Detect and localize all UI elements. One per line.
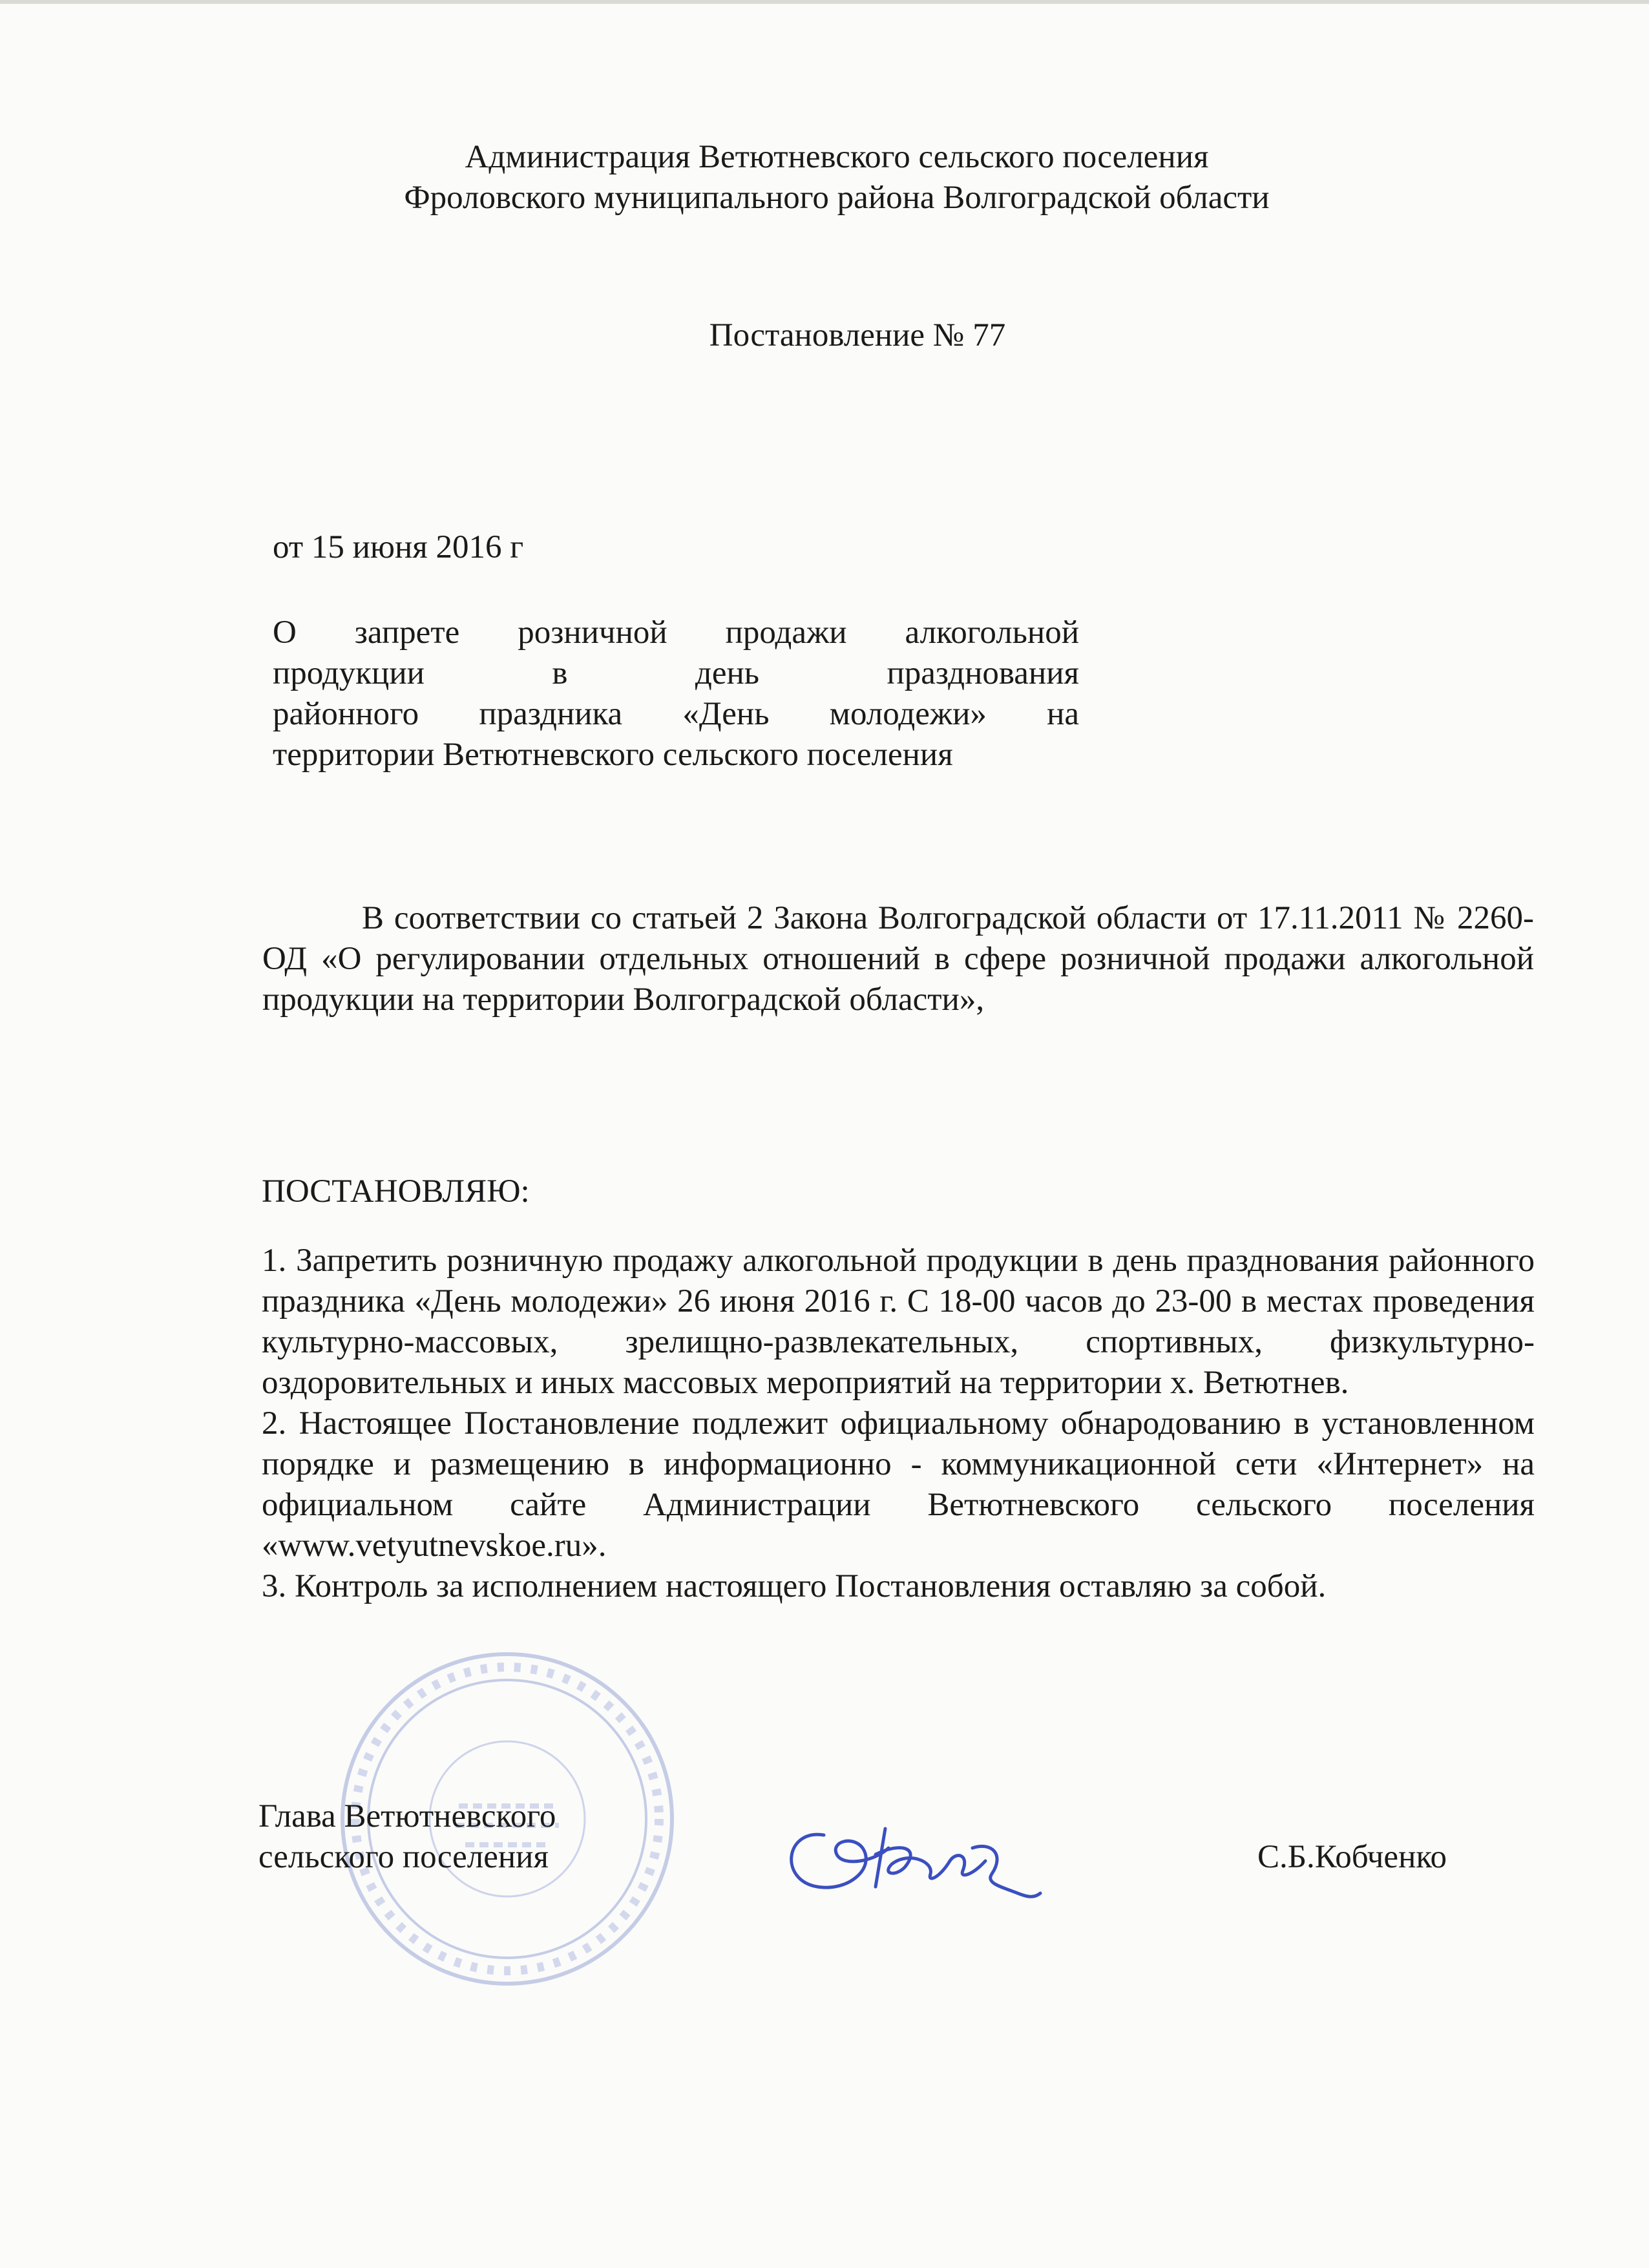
subject-line-4: территории Ветютневского сельского поселения xyxy=(273,737,953,773)
signatory-position xyxy=(258,1796,724,1878)
preamble-paragraph: В соответствии со статьей 2 Закона Волгоградской области от 17.11.2011 № 2260-ОД «О регулировании отдельных отношений в сфере розничной продажи алкогольной продукции на территории Волгоградской области», xyxy=(262,900,1534,1018)
header-line-2: Фроловского муниципального района Волгоградской области xyxy=(404,180,1270,216)
handwritten-signature xyxy=(779,1790,1050,1919)
resolve-heading: ПОСТАНОВЛЯЮ: xyxy=(262,1173,530,1210)
resolution-item-1: 1. Запретить розничную продажу алкогольной продукции в день празднования районного праздника «День молодежи» 26 июня 2016 г. С 18-00 часов до 23-00 в местах проведения культурно-массовых, зрелищно-развлекательных, спортивных, физкультурно-оздоровительных и иных массовых мероприятий на территории х. Ветютнев. xyxy=(262,1243,1535,1401)
signatory-position-line-2: сельского поселения xyxy=(258,1839,549,1875)
resolution-item-3: 3. Контроль за исполнением настоящего Постановления оставляю за собой. xyxy=(262,1568,1327,1604)
resolution-item-2: 2. Настоящее Постановление подлежит официальному обнародованию в установленном порядке и размещению в информационно - коммуникационной сети «Интернет» на официальном сайте Администрации Ветютневского сельского поселения «www.vetyutnevskoe.ru». xyxy=(262,1405,1535,1564)
header-line-1: Администрация Ветютневского сельского поселения xyxy=(465,139,1209,175)
document-subject xyxy=(273,613,1079,775)
signatory-position-line-1: Глава Ветютневского xyxy=(258,1798,556,1834)
document-title: Постановление № 77 xyxy=(709,317,1006,353)
subject-line-2: продукции в день празднования xyxy=(273,655,1079,691)
preamble xyxy=(262,898,1534,1020)
document-date: от 15 июня 2016 г xyxy=(273,529,524,565)
subject-line-1: О запрете розничной продажи алкогольной xyxy=(273,614,1079,651)
resolution-items xyxy=(262,1241,1535,1607)
scan-edge xyxy=(0,0,1649,4)
document-header xyxy=(194,137,1480,218)
subject-line-3: районного праздника «День молодежи» на xyxy=(273,696,1079,732)
signatory-name: С.Б.Кобченко xyxy=(1257,1839,1447,1875)
